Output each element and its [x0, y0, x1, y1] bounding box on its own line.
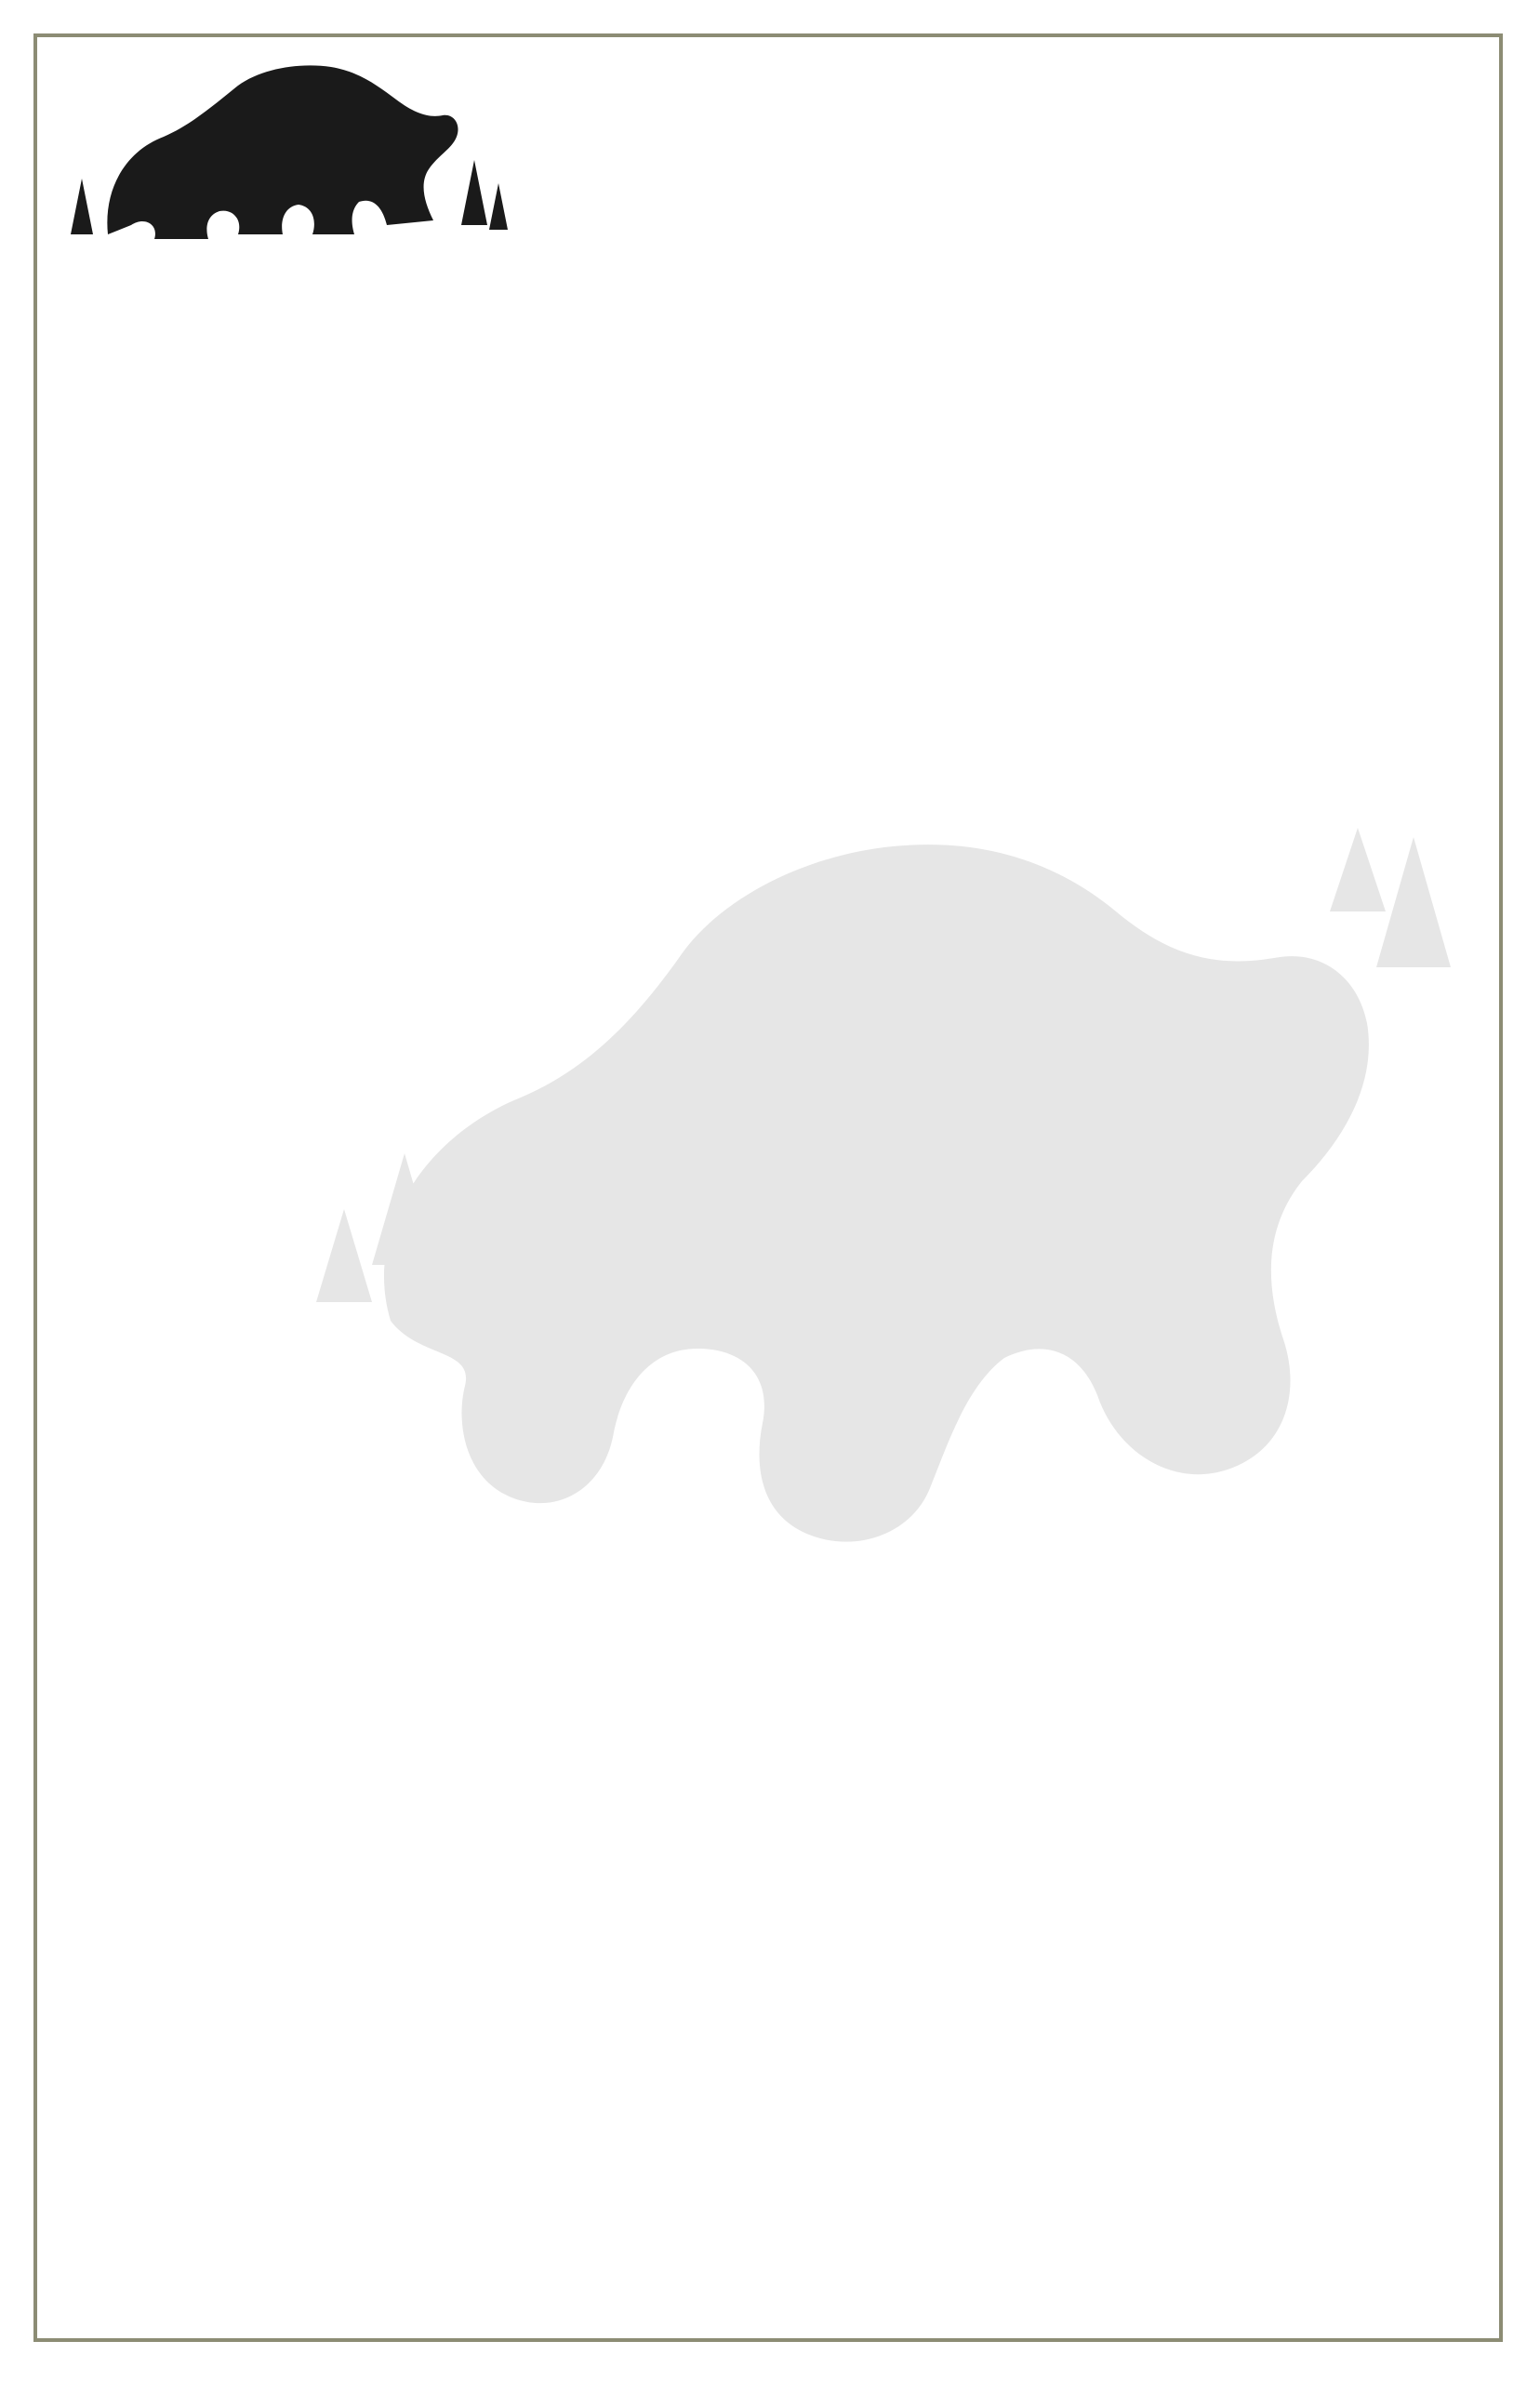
side-item — [56, 1804, 69, 1835]
item-description — [56, 1334, 63, 1357]
menu-item — [56, 586, 63, 609]
item-description — [56, 586, 63, 609]
sweet-name-row — [56, 2269, 69, 2299]
item-description — [56, 1064, 63, 1087]
side-item — [56, 1723, 69, 1753]
side-item — [56, 1749, 69, 1780]
side-item — [56, 1941, 69, 1972]
sweet-name-row — [56, 2145, 69, 2175]
menu-item — [56, 497, 63, 520]
side-item — [56, 1914, 69, 1945]
side-item — [56, 1832, 69, 1863]
side-item — [56, 1996, 69, 2027]
sweet-item — [56, 2145, 69, 2175]
sweet-item — [56, 2269, 69, 2299]
item-description — [56, 651, 63, 674]
item-description — [56, 497, 63, 520]
sweet-name-row — [56, 2176, 69, 2206]
sweet-item — [56, 2176, 69, 2206]
side-item — [56, 1859, 69, 1890]
side-item — [56, 1969, 69, 2000]
item-description — [56, 1401, 63, 1424]
menu-item — [56, 722, 63, 745]
menu-item — [56, 1064, 63, 1087]
side-item — [56, 1886, 69, 1917]
menu-item — [56, 1401, 63, 1424]
item-description — [56, 406, 63, 429]
menu-item — [56, 406, 63, 429]
menu-item — [56, 1334, 63, 1357]
camp-ticonderoga-logo — [52, 48, 517, 299]
menu-item — [56, 651, 63, 674]
item-description — [56, 722, 63, 745]
item-description — [56, 1153, 63, 1177]
menu-item — [56, 1153, 63, 1177]
side-item — [56, 2023, 69, 2054]
side-item — [56, 1777, 69, 1808]
menu-border — [33, 33, 1503, 2342]
